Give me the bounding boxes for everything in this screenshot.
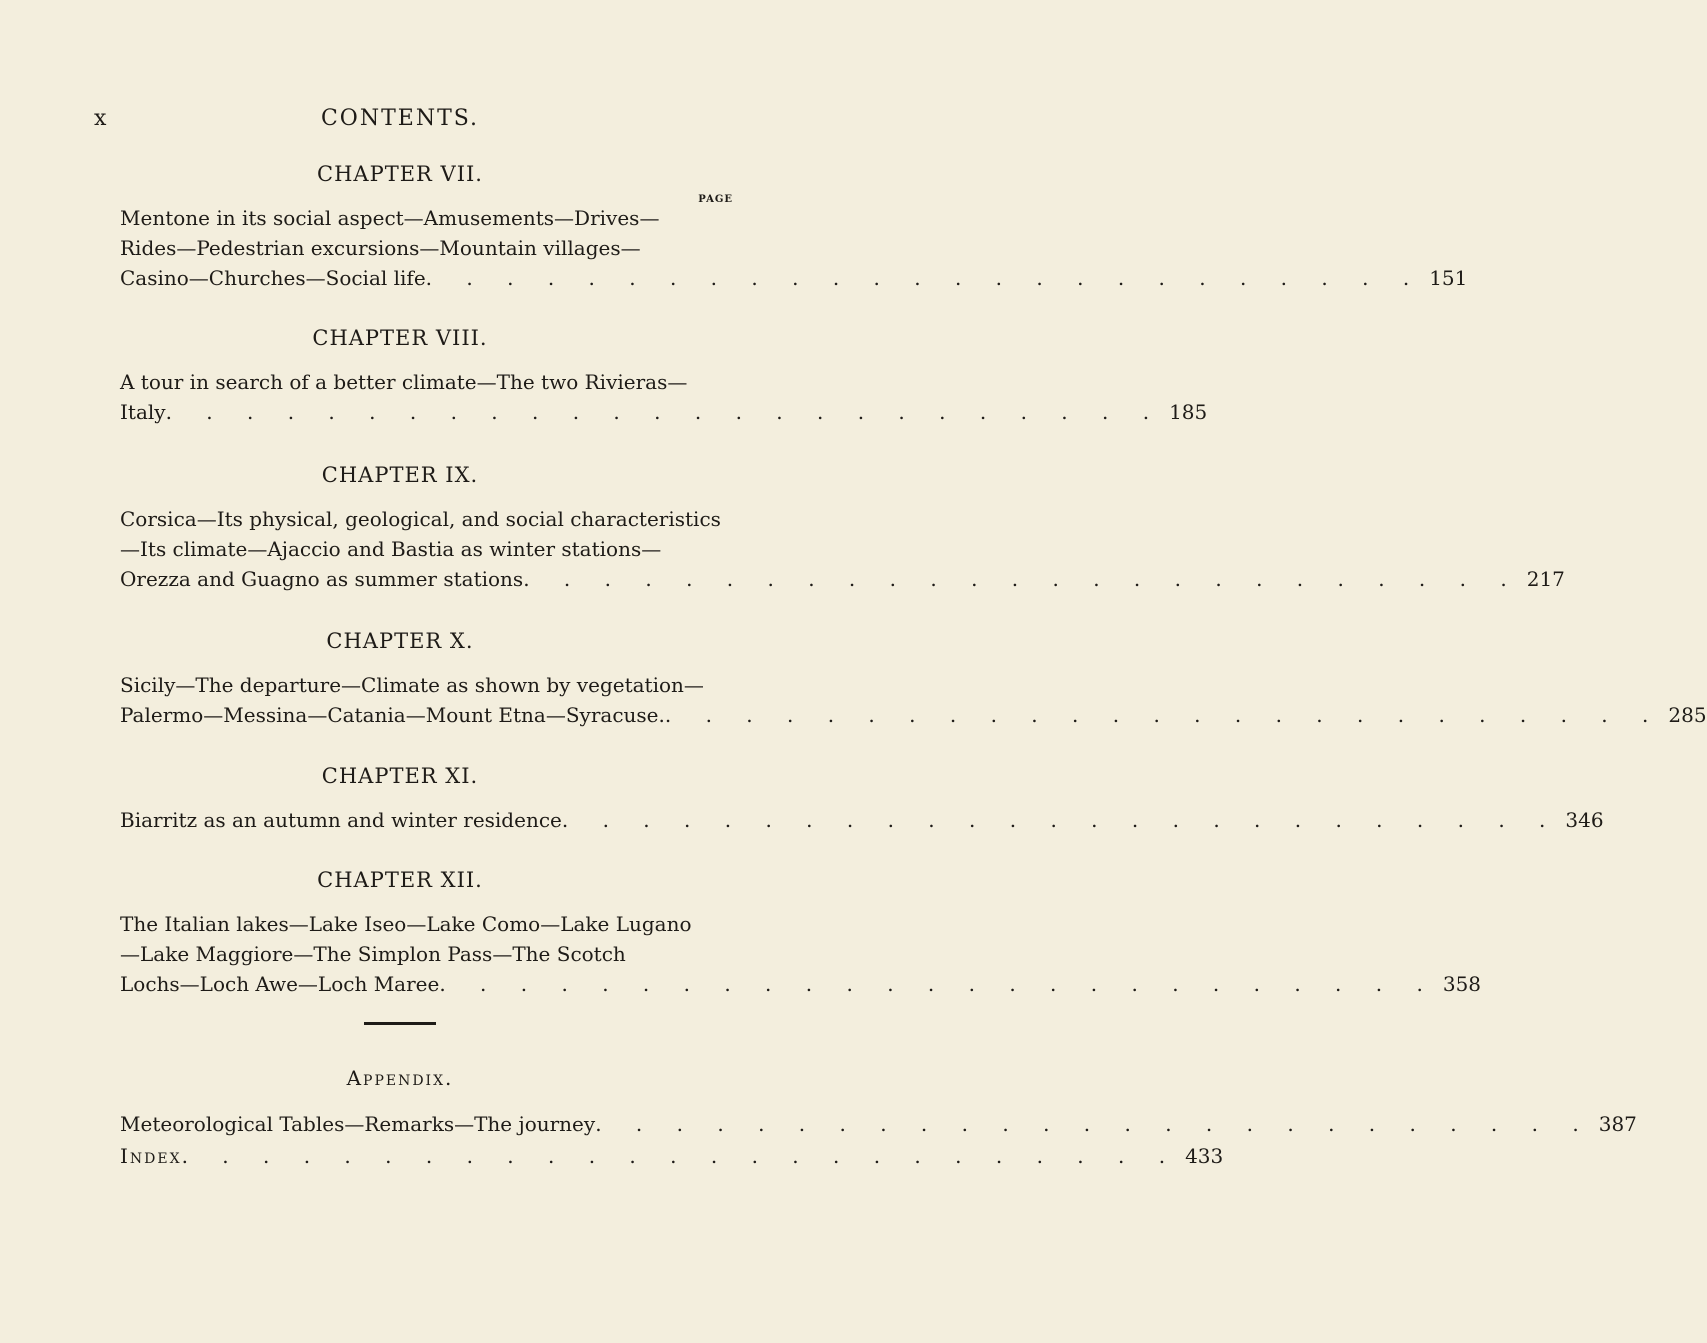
toc-entry [120,1142,1224,1170]
page-number: 358 [1442,972,1482,996]
dot-leader: . . . . . . . . . . . . . . . . . . . . . . . . . [425,266,1424,290]
toc-entry-text: Index [120,1144,182,1168]
appendix-heading: Appendix. [346,1066,454,1090]
toc-entry [120,970,1482,998]
toc-entry-text: Meteorological Tables—Remarks—The journey [120,1112,596,1136]
chapter-summary-line: —Its climate—Ajaccio and Bastia as winter stations— [120,537,662,561]
toc-entry-text: Casino—Churches—Social life [120,266,426,290]
chapter-heading: CHAPTER X. [326,629,474,653]
chapter-heading: CHAPTER VII. [317,162,483,186]
chapter-summary-line: —Lake Maggiore—The Simplon Pass—The Scotch [120,942,626,966]
chapter-heading: CHAPTER IX. [321,463,479,487]
page-folio: x [94,106,108,131]
running-head [0,106,800,136]
dot-leader: . . . . . . . . . . . . . . . . . . . . . . . . . [181,1144,1180,1168]
toc-entry [120,1110,1637,1138]
chapter-summary-line: A tour in search of a better climate—The two Rivieras— [120,370,688,394]
toc-entry-text: Italy [120,400,166,424]
chapter-summary-line: Mentone in its social aspect—Amusements—Drives— [120,206,660,230]
toc-entry-text: Biarritz as an autumn and winter residence [120,808,562,832]
page-number: 346 [1565,808,1604,832]
page-title: CONTENTS. [320,106,480,131]
toc-entry [120,565,1565,593]
dot-leader: . . . . . . . . . . . . . . . . . . . . . . . . . [595,1112,1593,1136]
toc-entry [120,806,1604,834]
chapter-heading: CHAPTER VIII. [312,326,488,350]
dot-leader: . . . . . . . . . . . . . . . . . . . . . . . . . [561,808,1560,832]
toc-entry-text: Palermo—Messina—Catania—Mount Etna—Syracuse. [120,703,665,727]
page-number: 217 [1526,567,1565,591]
dot-leader: . . . . . . . . . . . . . . . . . . . . . . . . . [165,400,1164,424]
chapter-heading: CHAPTER XI. [321,764,479,788]
page-number: 185 [1169,400,1208,424]
chapter-summary-line: The Italian lakes—Lake Iseo—Lake Como—Lake Lugano [120,912,692,936]
toc-entry-text: Lochs—Loch Awe—Loch Maree [120,972,440,996]
chapter-heading: CHAPTER XII. [317,868,483,892]
section-divider [364,1022,436,1025]
chapter-summary-line: Rides—Pedestrian excursions—Mountain villages— [120,236,641,260]
dot-leader: . . . . . . . . . . . . . . . . . . . . . . . . . [664,703,1663,727]
toc-entry-text: Orezza and Guagno as summer stations [120,567,524,591]
page-number: 433 [1185,1144,1224,1168]
page-number: 387 [1598,1112,1637,1136]
chapter-summary-line: Sicily—The departure—Climate as shown by vegetation— [120,673,704,697]
chapter-summary-line: Corsica—Its physical, geological, and social characteristics [120,507,721,531]
toc-entry [120,701,1707,729]
toc-entry [120,264,1468,292]
page-number: 151 [1429,266,1468,290]
toc-entry [120,398,1208,426]
page-number: 285 [1668,703,1707,727]
page-column-label: PAGE [698,194,733,205]
dot-leader: . . . . . . . . . . . . . . . . . . . . . . . . . [523,567,1521,591]
dot-leader: . . . . . . . . . . . . . . . . . . . . . . . . . [439,972,1437,996]
